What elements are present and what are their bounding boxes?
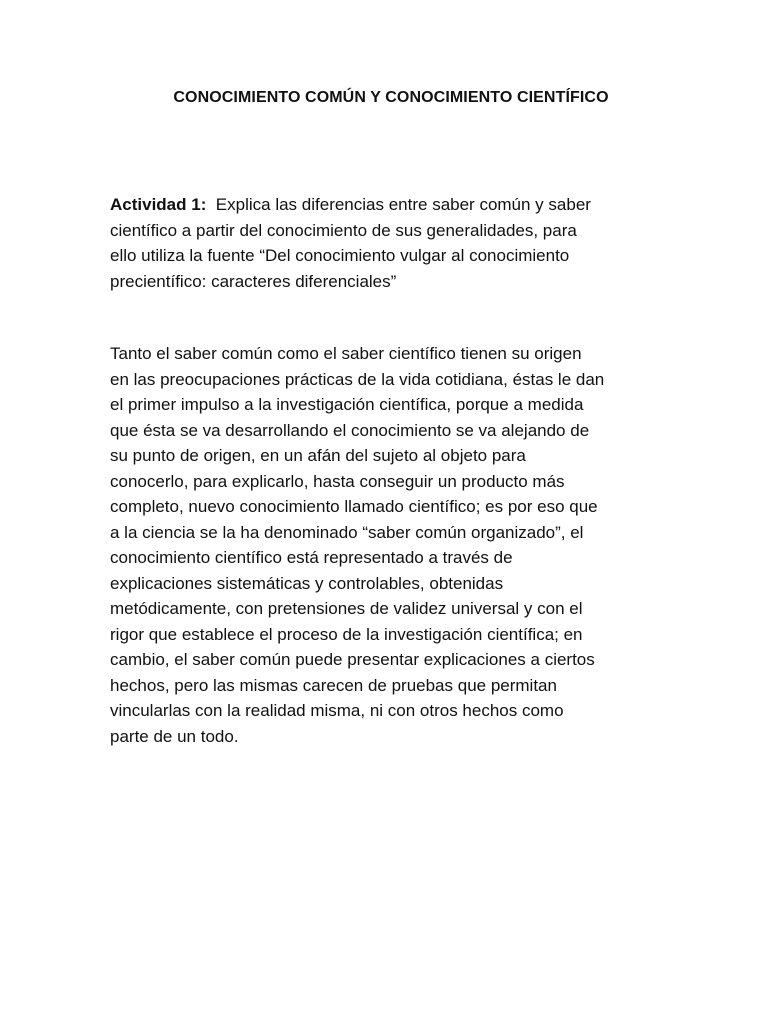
document-title: CONOCIMIENTO COMÚN Y CONOCIMIENTO CIENTÍFICO: [173, 89, 609, 106]
paragraph-line-11: metódicamente, con pretensiones de validez universal y con el: [110, 599, 583, 618]
activity-line-2: científico a partir del conocimiento de sus generalidades, para: [110, 220, 577, 240]
answer-paragraph: [110, 341, 670, 749]
activity-line-1: [110, 192, 670, 218]
activity-label: Actividad 1:: [110, 195, 207, 214]
paragraph-line-14: hechos, pero las mismas carecen de pruebas que permitan: [110, 675, 557, 695]
paragraph-line-10: explicaciones sistemáticas y controlables, obtenidas: [110, 573, 504, 593]
paragraph-line-3: el primer impulso a la investigación científica, porque a medida: [110, 395, 584, 414]
paragraph-line-12: rigor que establece el proceso de la investigación científica; en: [110, 624, 583, 644]
paragraph-line-2: en las preocupaciones prácticas de la vida cotidiana, éstas le dan: [110, 369, 605, 389]
paragraph-line-7: completo, nuevo conocimiento llamado científico; es por eso que: [110, 497, 598, 516]
paragraph-line-15: vincularlas con la realidad misma, ni con otros hechos como: [110, 701, 564, 720]
paragraph-line-8: a la ciencia se la ha denominado “saber común organizado”, el: [110, 522, 584, 542]
paragraph-line-4: que ésta se va desarrollando el conocimiento se va alejando de: [110, 420, 590, 440]
paragraph-line-13: cambio, el saber común puede presentar explicaciones a ciertos: [110, 650, 595, 669]
paragraph-line-5: su punto de origen, en un afán del sujeto al objeto para: [110, 446, 526, 465]
paragraph-line-6: conocerlo, para explicarlo, hasta conseguir un producto más: [110, 471, 565, 491]
activity-instructions: [110, 192, 670, 294]
paragraph-line-1: Tanto el saber común como el saber científico tienen su origen: [110, 344, 582, 363]
activity-line-3: ello utiliza la fuente “Del conocimiento vulgar al conocimiento: [110, 246, 570, 265]
activity-line-1-text: Explica las diferencias entre saber común y saber: [206, 195, 591, 214]
paragraph-line-9: conocimiento científico está representado a través de: [110, 548, 513, 567]
activity-line-4: precientífico: caracteres diferenciales”: [110, 271, 397, 291]
paragraph-line-16: parte de un todo.: [110, 726, 239, 746]
